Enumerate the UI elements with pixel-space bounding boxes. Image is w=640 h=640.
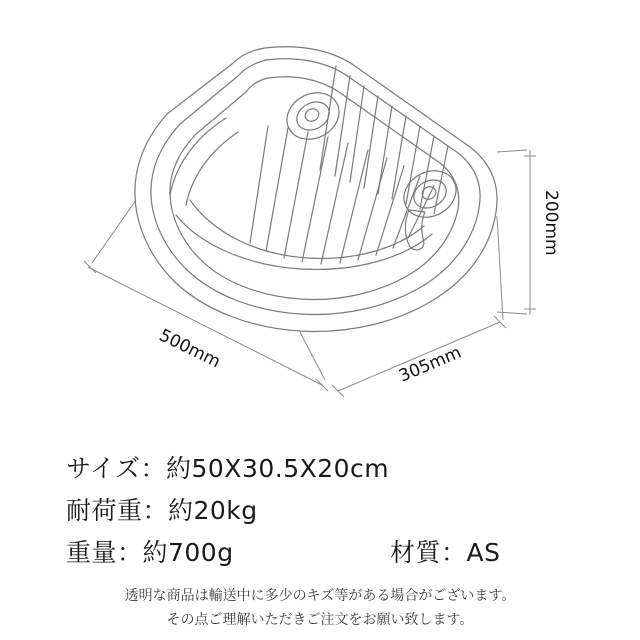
shipping-note-line1: 透明な商品は輸送中に多少のキズ等がある場合がございます。 — [124, 588, 516, 604]
shipping-note — [0, 584, 640, 632]
dimension-label-depth: 305mm — [396, 342, 465, 387]
spec-row-weight — [0, 532, 640, 574]
spec-size-text: サイズ：約50X30.5X20cm — [66, 454, 390, 483]
spec-weight-text: 重量：約700g — [66, 538, 234, 567]
spec-row-size — [0, 448, 640, 490]
dimension-label-width: 500mm — [155, 325, 224, 373]
spec-list — [0, 448, 640, 574]
spec-load-text: 耐荷重：約20kg — [66, 496, 258, 525]
spec-material-text: 材質：AS — [390, 538, 501, 567]
shipping-note-line2: その点ご理解いただきご注文をお願い致します。 — [166, 612, 474, 628]
spec-row-load — [0, 490, 640, 532]
dimension-label-height: 200mm — [541, 190, 561, 256]
